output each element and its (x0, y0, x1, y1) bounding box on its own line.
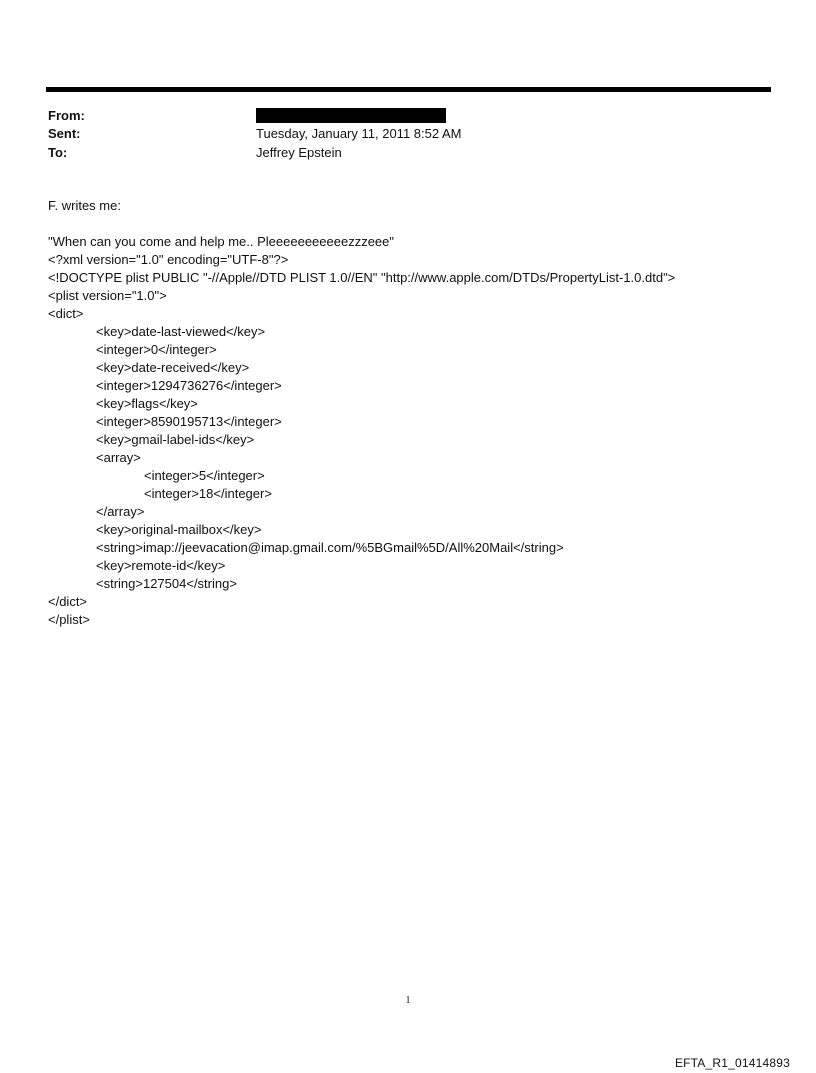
doctype-line: <!DOCTYPE plist PUBLIC "-//Apple//DTD PLIST 1.0//EN" "http://www.apple.com/DTDs/PropertyList-1.0.dtd"> (48, 270, 676, 285)
plist-line: <key>date-received</key> (96, 360, 250, 375)
plist-line: <key>flags</key> (96, 396, 198, 411)
page-number: 1 (405, 995, 411, 1006)
from-row (48, 106, 748, 125)
dict-open: <dict> (48, 306, 84, 321)
bates-number: EFTA_R1_01414893 (674, 1056, 790, 1070)
plist-line: <key>date-last-viewed</key> (96, 324, 266, 339)
plist-open: <plist version="1.0"> (48, 288, 167, 303)
plist-line: <key>gmail-label-ids</key> (96, 432, 255, 447)
plist-line: <integer>8590195713</integer> (96, 414, 282, 429)
intro-line: F. writes me: (48, 198, 121, 213)
redaction-block (256, 108, 446, 123)
quote-line: "When can you come and help me.. Pleeeeeeeeeeezzzeee" (48, 234, 395, 249)
email-header (48, 106, 748, 162)
plist-line: <key>remote-id</key> (96, 558, 226, 573)
sent-label: Sent: (48, 126, 81, 142)
sent-row (48, 125, 748, 144)
header-rule (46, 87, 771, 92)
to-value: Jeffrey Epstein (256, 144, 342, 160)
to-label: To: (48, 144, 68, 160)
plist-line: <array> (96, 450, 141, 465)
blank-line (48, 215, 788, 233)
dict-close: </dict> (48, 594, 88, 609)
plist-line: </array> (96, 504, 145, 519)
xml-declaration: <?xml version="1.0" encoding="UTF-8"?> (48, 252, 289, 267)
email-body (48, 197, 788, 629)
sent-value: Tuesday, January 11, 2011 8:52 AM (256, 126, 462, 142)
plist-line: <integer>0</integer> (96, 342, 217, 357)
to-row (48, 143, 748, 162)
plist-line: <integer>1294736276</integer> (96, 378, 282, 393)
plist-line: <integer>18</integer> (144, 486, 272, 501)
plist-line: <key>original-mailbox</key> (96, 522, 262, 537)
from-label: From: (48, 107, 85, 123)
plist-line: <integer>5</integer> (144, 468, 265, 483)
plist-line: <string>imap://jeevacation@imap.gmail.com/%5BGmail%5D/All%20Mail</string> (96, 540, 564, 555)
plist-line: <string>127504</string> (96, 576, 237, 591)
plist-close: </plist> (48, 612, 90, 627)
